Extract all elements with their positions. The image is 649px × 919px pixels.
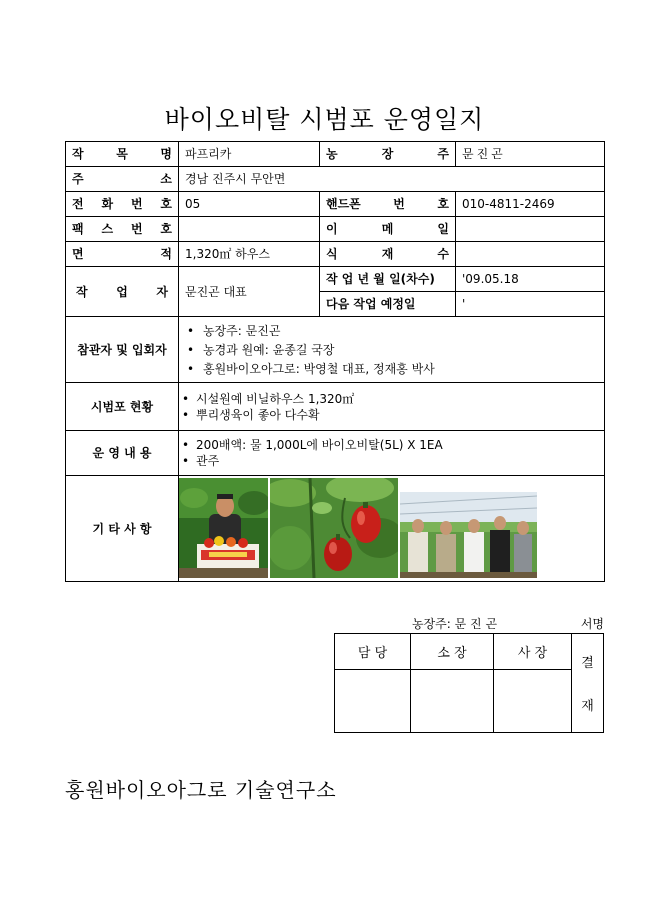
value-operation — [179, 431, 605, 476]
value-email — [456, 217, 605, 242]
photo-peppers — [270, 478, 398, 578]
operation-item: • 200배액: 물 1,000L에 바이오비탈(5L) X 1EA — [182, 438, 598, 452]
label-operation: 운 영 내 용 — [66, 431, 179, 476]
value-farmer: 문진곤 — [456, 142, 605, 167]
status-item: • 시설원예 비닐하우스 1,320㎡ — [182, 392, 598, 406]
label-address: 주 소 — [66, 167, 179, 192]
row-status — [66, 383, 605, 431]
label-mobile: 핸드폰 번 호 — [320, 192, 456, 217]
photo-strip — [179, 476, 604, 578]
label-phone: 전 화 번 호 — [66, 192, 179, 217]
value-attendees — [179, 317, 605, 383]
approval-sign-box[interactable] — [494, 670, 572, 733]
log-table — [65, 141, 605, 582]
attendee-item: • 홍원바이오아그로: 박영철 대표, 정재홍 박사 — [185, 362, 598, 376]
value-status — [179, 383, 605, 431]
photo-farmer — [179, 478, 268, 578]
label-crop: 작 목 명 — [66, 142, 179, 167]
label-farmer: 농 장 주 — [320, 142, 456, 167]
value-fax — [179, 217, 320, 242]
row-fax-email — [66, 217, 605, 242]
row-area — [66, 242, 605, 267]
label-etc: 기 타 사 항 — [66, 476, 179, 582]
row-work-date — [66, 267, 605, 292]
approval-table — [334, 633, 604, 733]
label-attendees: 참관자 및 입회자 — [66, 317, 179, 383]
footer-organization: 홍원바이오아그로 기술연구소 — [65, 778, 337, 802]
value-next-date: ' — [456, 292, 605, 317]
label-planting: 식 재 수 — [320, 242, 456, 267]
row-operation — [66, 431, 605, 476]
value-work-date: '09.05.18 — [456, 267, 605, 292]
photo-visitors — [400, 492, 537, 578]
row-crop-farmer — [66, 142, 605, 167]
value-phone: 05 — [179, 192, 320, 217]
value-etc — [179, 476, 605, 582]
row-attendees — [66, 317, 605, 383]
label-status: 시범포 현황 — [66, 383, 179, 431]
owner-name: 농장주: 문 진 곤 — [412, 617, 498, 631]
label-area: 면 적 — [66, 242, 179, 267]
signature-label: 서명 — [580, 617, 604, 631]
label-next-date: 다음 작업 예정일 — [320, 292, 456, 317]
approval-side-label: 결 재 — [572, 634, 604, 733]
value-worker: 문진곤 대표 — [179, 267, 320, 317]
document-title: 바이오비탈 시범포 운영일지 — [164, 105, 485, 134]
attendee-item: • 농경과 원예: 윤종길 국장 — [185, 343, 598, 357]
approval-header: 소 장 — [411, 634, 494, 670]
approval-sign-box[interactable] — [335, 670, 411, 733]
label-fax: 팩 스 번 호 — [66, 217, 179, 242]
row-phone — [66, 192, 605, 217]
row-address — [66, 167, 605, 192]
approval-header: 담 당 — [335, 634, 411, 670]
label-worker: 작 업 자 — [66, 267, 179, 317]
value-planting — [456, 242, 605, 267]
status-item: • 뿌리생육이 좋아 다수확 — [182, 408, 598, 422]
row-etc — [66, 476, 605, 582]
approval-header: 사 장 — [494, 634, 572, 670]
value-address: 경남 진주시 무안면 — [179, 167, 605, 192]
value-crop: 파프리카 — [179, 142, 320, 167]
value-mobile: 010-4811-2469 — [456, 192, 605, 217]
attendee-item: • 농장주: 문진곤 — [185, 324, 598, 338]
operation-item: • 관주 — [182, 454, 598, 468]
label-email: 이 메 일 — [320, 217, 456, 242]
value-area: 1,320㎡ 하우스 — [179, 242, 320, 267]
approval-sign-box[interactable] — [411, 670, 494, 733]
label-work-date: 작 업 년 월 일(차수) — [320, 267, 456, 292]
